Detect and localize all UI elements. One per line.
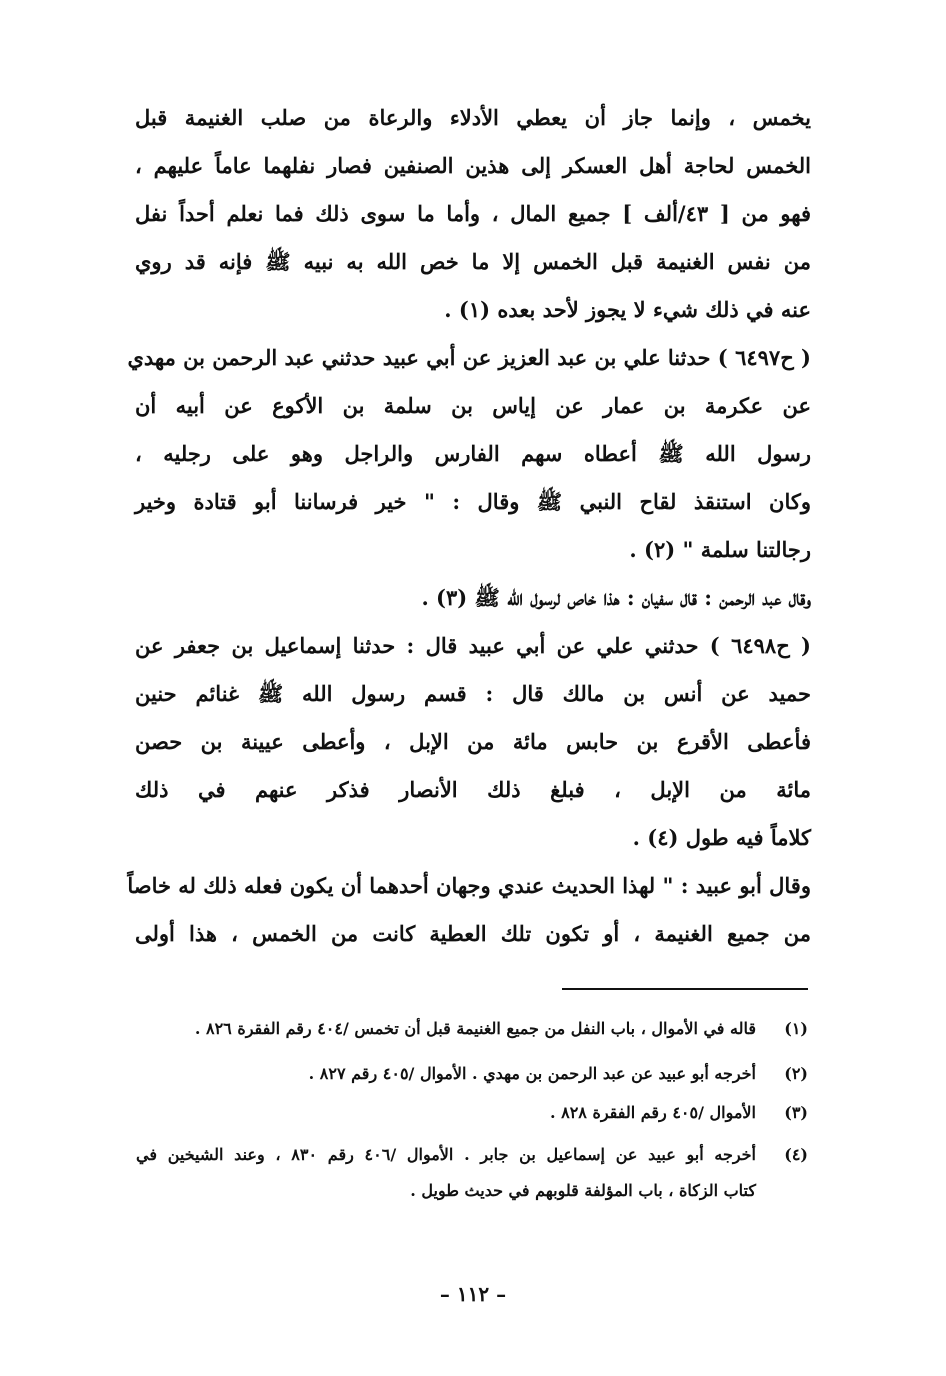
body-line: وكان استنقذ لقاح النبي ﷺ وقال : " خير فرساننا أبو قتادة وخير (135, 489, 811, 514)
footnote-text: أخرجه أبو عبيد عن إسماعيل بن جابر . الأموال /٤٠٦ رقم ٨٣٠ ، وعند الشيخين في (136, 1145, 756, 1164)
hadith-heading-6497: ( ح٦٤٩٧ ) حدثنا علي بن عبد العزيز عن أبي عبيد حدثني عبد الرحمن بن مهدي (127, 345, 811, 370)
footnote-number: (٢) (784, 1064, 808, 1083)
body-line: عنه في ذلك شيء لا يجوز لأحد بعده (١) . (444, 297, 811, 322)
body-line: حميد عن أنس بن مالك قال : قسم رسول الله ﷺ غنائم حنين (135, 681, 811, 706)
footnote-text: أخرجه أبو عبيد عن عبد الرحمن بن مهدي . الأموال /٤٠٥ رقم ٨٢٧ . (308, 1064, 756, 1083)
body-line: وقال عبد الرحمن : قال سفيان : هذا خاص لرسول الله ﷺ (٣) . (421, 585, 811, 610)
footnote-separator (562, 988, 808, 990)
body-line: عن عكرمة بن عمار عن إياس بن سلمة بن الأكوع عن أبيه أن (135, 393, 811, 418)
footnote-number: (٤) (784, 1145, 808, 1164)
footnote-number: (١) (784, 1019, 808, 1038)
body-line: يخمس ، وإنما جاز أن يعطي الأدلاء والرعاة من صلب الغنيمة قبل (135, 105, 811, 130)
body-line: كلاماً فيه طول (٤) . (632, 825, 811, 850)
footnote-text: كتاب الزكاة ، باب المؤلفة قلوبهم في حديث طويل . (410, 1181, 756, 1200)
body-line: رسول الله ﷺ أعطاه سهم الفارس والراجل وهو على رجليه ، (135, 441, 811, 466)
body-line: وقال أبو عبيد : " لهذا الحديث عندي وجهان أحدهما أن يكون فعله ذلك له خاصاً (127, 873, 811, 898)
footnote-text: الأموال /٤٠٥ رقم الفقرة ٨٢٨ . (549, 1103, 756, 1122)
body-line: الخمس لحاجة أهل العسكر إلى هذين الصنفين فصار نفلهما عاماً عليهم ، (135, 153, 811, 178)
body-line: من نفس الغنيمة قبل الخمس إلا ما خص الله به نبيه ﷺ فإنه قد روي (135, 249, 811, 274)
footnote-number: (٣) (784, 1103, 808, 1122)
body-line: رجالتنا سلمة " (٢) . (629, 537, 811, 562)
body-line: مائة من الإبل ، فبلغ ذلك الأنصار فذكر عنهم في ذلك (135, 777, 811, 802)
body-line: من جميع الغنيمة ، أو تكون تلك العطية كانت من الخمس ، هذا أولى (135, 921, 811, 946)
footnote-text: قاله في الأموال ، باب النفل من جميع الغنيمة قبل أن تخمس /٤٠٤ رقم الفقرة ٨٢٦ . (194, 1019, 756, 1038)
page-number: – ١١٢ – (439, 1282, 507, 1306)
body-line: فأعطى الأقرع بن حابس مائة من الإبل ، وأعطى عيينة بن حصن (135, 729, 811, 754)
hadith-heading-6498: ( ح٦٤٩٨ ) حدثني علي عن أبي عبيد قال : حدثنا إسماعيل بن جعفر عن (135, 633, 811, 658)
body-line: فهو من [ ٤٣/ألف ] جميع المال ، وأما ما سوى ذلك فما نعلم أحداً نفل (135, 201, 812, 226)
